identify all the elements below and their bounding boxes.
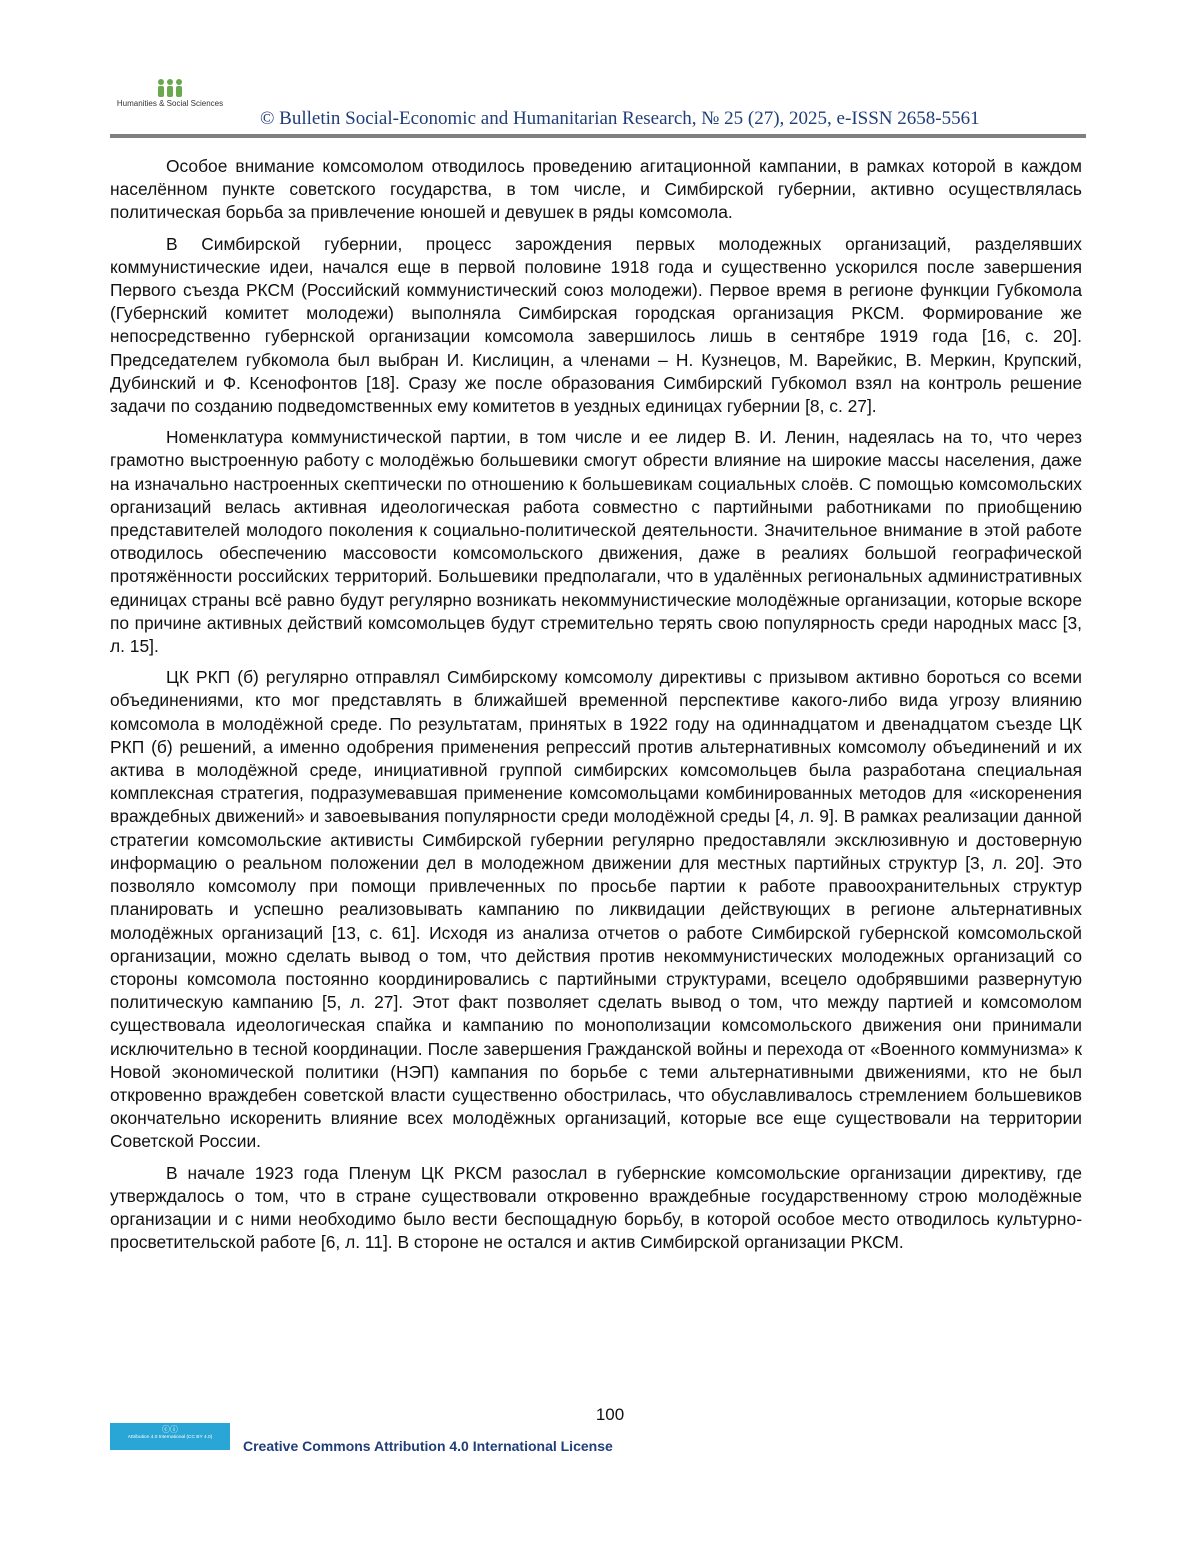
- cc-badge-text: Attribution 4.0 International (CC BY 4.0): [127, 1435, 213, 1440]
- page-header: [110, 78, 1086, 140]
- license-link[interactable]: Creative Commons Attribution 4.0 International License: [243, 1438, 613, 1454]
- cc-license-badge: [110, 1423, 230, 1450]
- paragraph: ЦК РКП (б) регулярно отправлял Симбирскому комсомолу директивы с призывом активно бороться со всеми объединениями, кто мог представлять в ближайшей временной перспективе какого-либо вида угрозу влиянию комсомола в молодёжной среде. По результатам, принятых в 1922 году на одиннадцатом и двенадцатом съезде ЦК РКП (б) решений, а именно одобрения применения репрессий против альтернативных комсомолу объединений и их актива в молодёжной среде, инициативной группой симбирских комсомольцев была разработана специальная комплексная стратегия, подразумевавшая применение комсомольцами комбинированных методов для «искоренения враждебных движений» и завоевывания популярности среди молодёжной среды [4, л. 9]. В рамках реализации данной стратегии комсомольские активисты Симбирской губернии регулярно предоставляли эксклюзивную и достоверную информацию о реальном положении дел в молодежном движении для местных партийных структур [3, л. 20]. Это позволяло комсомолу при помощи привлеченных по просьбе партии к работе правоохранительных структур планировать и успешно реализовывать кампанию по ликвидации действующих в регионе альтернативных молодёжных организаций [13, с. 61]. Исходя из анализа отчетов о работе Симбирской губернской комсомольской организации, можно сделать вывод о том, что действия против некоммунистических молодежных организаций со стороны комсомола постоянно координировались с партийными структурами, всецело одобрявшими развернутую политическую кампанию [5, л. 27]. Этот факт позволяет сделать вывод о том, что между партией и комсомолом существовала идеологическая спайка и кампанию по монополизации комсомольского движения они принимали исключительно в тесной координации. После завершения Гражданской войны и перехода от «Военного коммунизма» к Новой экономической политики (НЭП) кампания по борьбе с теми альтернативными движениями, кто не был откровенно враждебен советской власти существенно обострилась, что обуславливалось стремлением большевиков окончательно искоренить влияние всех молодёжных организаций, которые все еще существовали на территории Советской России.: [110, 667, 1082, 1152]
- article-body: [110, 155, 1082, 1262]
- page-number: 100: [595, 1405, 625, 1424]
- journal-title: © Bulletin Social-Economic and Humanitarian Research, № 25 (27), 2025, e-ISSN 2658-5561: [260, 108, 980, 129]
- paragraph: Номенклатура коммунистической партии, в том числе и ее лидер В. И. Ленин, надеялась на то, что через грамотно выстроенную работу с молодёжью большевики смогут обрести влияние на широкие массы населения, даже на изначально настроенных скептически по отношению к большевикам социальных слоёв. С помощью комсомольских организаций велась активная идеологическая работа совместно с партийными работниками по приобщению представителей молодого поколения к социально-политической деятельности. Значительное внимание в этой работе отводилось обеспечению массовости комсомольского движения, даже в реалиях большой географической протяжённости российских территорий. Большевики предполагали, что в удалённых региональных административных единицах страны всё равно будут регулярно возникать некоммунистические молодёжные организации, которые вскоре по причине активных действий комсомольцев будут стремительно терять свою популярность среди народных масс [3, л. 15].: [110, 427, 1082, 657]
- logo-text: Humanities & Social Sciences: [116, 99, 224, 108]
- header-divider: [110, 134, 1086, 138]
- paragraph: Особое внимание комсомолом отводилось проведению агитационной кампании, в рамках которой в каждом населённом пункте советского государства, в том числе, и Симбирской губернии, активно осуществлялась политическая борьба за привлечение юношей и девушек в ряды комсомола.: [110, 156, 1082, 223]
- cc-by-icon: ⓒⓘ: [162, 1425, 178, 1434]
- people-logo-icon: [156, 78, 184, 98]
- paragraph: В Симбирской губернии, процесс зарождения первых молодежных организаций, разделявших коммунистические идеи, начался еще в первой половине 1918 года и существенно ускорился после завершения Первого съезда РКСМ (Российский коммунистический союз молодежи). Первое время в регионе функции Губкомола (Губернский комитет молодежи) выполняла Симбирская городская организация РКСМ. Формирование же непосредственно губернской организации комсомола завершилось лишь в сентябре 1919 года [16, с. 20]. Председателем губкомола был выбран И. Кислицин, а членами – Н. Кузнецов, М. Варейкис, В. Меркин, Крупский, Дубинский и Ф. Ксенофонтов [18]. Сразу же после образования Симбирский Губкомол взял на контроль решение задачи по созданию подведомственных ему комитетов в уездных единицах губернии [8, с. 27].: [110, 233, 1082, 417]
- paragraph: В начале 1923 года Пленум ЦК РКСМ разослал в губернские комсомольские организации директиву, где утверждалось о том, что в стране существовали откровенно враждебные государственному строю молодёжные организации и с ними необходимо было вести беспощадную борьбу, в которой особое место отводилось культурно-просветительской работе [6, л. 11]. В стороне не остался и актив Симбирской организации РКСМ.: [110, 1162, 1082, 1253]
- journal-logo: [110, 78, 230, 128]
